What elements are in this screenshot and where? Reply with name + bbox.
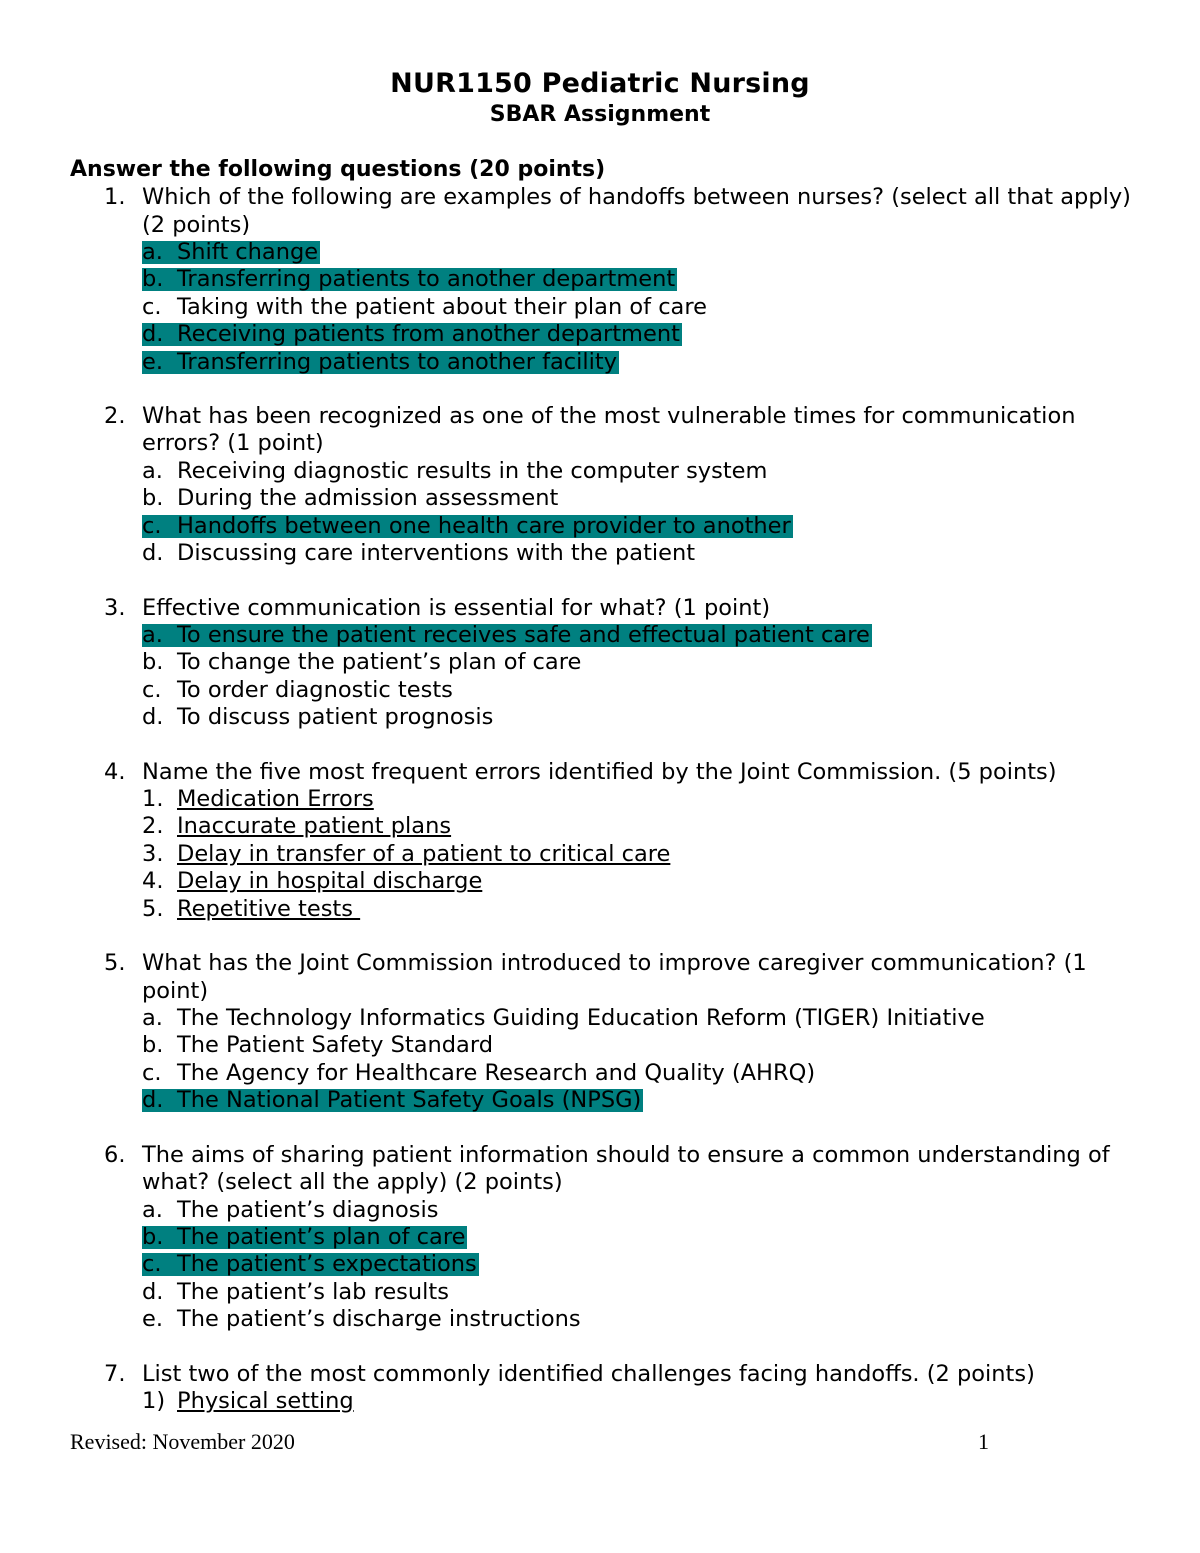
- option-text: Discussing care interventions with the patient: [177, 540, 696, 567]
- question-number: 7.: [104, 1360, 126, 1387]
- option-letter: d.: [142, 540, 164, 567]
- answer: [142, 1060, 815, 1086]
- option-letter: b.: [142, 1032, 164, 1059]
- question-text: [0, 595, 1132, 623]
- question-prompt: What has the Joint Commission introduced to improve caregiver communication? (1 point): [142, 950, 1087, 1004]
- answer-option: [0, 458, 1200, 485]
- question-3: [0, 595, 1200, 732]
- option-letter: a.: [142, 239, 163, 265]
- option-letter: d.: [142, 321, 164, 348]
- question-text: [0, 1142, 1132, 1197]
- option-letter: c.: [142, 512, 162, 539]
- footer-revised: Revised: November 2020: [70, 1429, 295, 1454]
- answer-option: [0, 1251, 1200, 1278]
- option-text: Handoffs between one health care provider to another: [177, 512, 791, 539]
- highlighted-answer: [142, 512, 793, 539]
- answer: [142, 458, 767, 484]
- answer-number: 3.: [142, 840, 164, 867]
- answer-option: [0, 649, 1200, 676]
- answer: [142, 1005, 985, 1031]
- option-letter: a.: [142, 622, 163, 649]
- option-text: To ensure the patient receives safe and effectual patient care: [177, 622, 870, 649]
- answer-option: [0, 513, 1200, 540]
- answer-option: [0, 1279, 1200, 1306]
- answer-option: [0, 266, 1200, 293]
- option-letter: a.: [142, 1196, 163, 1223]
- highlighted-answer: [142, 348, 619, 375]
- highlighted-answer: [142, 1089, 643, 1112]
- answer-option: [0, 1306, 1200, 1333]
- option-letter: e.: [142, 1306, 163, 1333]
- option-letter: a.: [142, 1005, 163, 1032]
- answer-text: Delay in hospital discharge: [177, 868, 483, 895]
- answer-number: 1): [142, 1388, 166, 1415]
- option-text: The National Patient Safety Goals (NPSG): [177, 1087, 642, 1114]
- footer-page-number: 1: [978, 1429, 989, 1454]
- question-text: [0, 1361, 1132, 1389]
- answer-text: Delay in transfer of a patient to critical care: [177, 840, 671, 867]
- question-1: [0, 184, 1200, 376]
- question-text: [0, 759, 1132, 787]
- option-text: Receiving patients from another department: [177, 321, 680, 348]
- answer-option: [0, 485, 1200, 512]
- option-text: The patient’s diagnosis: [177, 1196, 439, 1223]
- question-prompt: Effective communication is essential for what? (1 point): [142, 594, 771, 621]
- answer: [142, 677, 453, 703]
- answer-option: [0, 1224, 1200, 1251]
- written-answer: [0, 896, 1200, 923]
- answer: [142, 1279, 449, 1305]
- option-letter: c.: [142, 1251, 162, 1278]
- option-letter: d.: [142, 1087, 164, 1114]
- question-text: [0, 403, 1132, 458]
- option-text: During the admission assessment: [177, 485, 559, 512]
- answer: [142, 649, 581, 675]
- question-prompt: The aims of sharing patient information should to ensure a common understanding of what? (select all the apply) (2 points): [142, 1141, 1110, 1196]
- option-text: Transferring patients to another department: [177, 266, 676, 293]
- written-answer: [0, 841, 1200, 868]
- question-prompt: Which of the following are examples of handoffs between nurses? (select all that apply) (2 points): [142, 184, 1131, 238]
- question-7: [0, 1361, 1200, 1416]
- document-title: NUR1150 Pediatric Nursing: [390, 68, 810, 99]
- answer: [142, 485, 558, 511]
- answer-option: [0, 622, 1200, 649]
- option-letter: b.: [142, 649, 164, 676]
- option-text: The Patient Safety Standard: [177, 1032, 493, 1059]
- option-text: The patient’s plan of care: [177, 1223, 466, 1250]
- answer-option: [0, 1197, 1200, 1224]
- question-prompt: List two of the most commonly identified challenges facing handoffs. (2 points): [142, 1360, 1035, 1387]
- answer-number: 5.: [142, 895, 164, 922]
- option-letter: c.: [142, 293, 162, 320]
- option-letter: b.: [142, 485, 164, 512]
- answer-option: [0, 1005, 1200, 1032]
- answer-option: [0, 239, 1200, 266]
- answer-option: [0, 294, 1200, 321]
- answer-option: [0, 540, 1200, 567]
- option-text: To order diagnostic tests: [177, 676, 453, 703]
- question-number: 5.: [104, 950, 126, 977]
- option-letter: c.: [142, 1059, 162, 1086]
- option-text: The patient’s discharge instructions: [177, 1306, 581, 1333]
- answer-option: [0, 677, 1200, 704]
- question-list: [0, 184, 1200, 1442]
- option-letter: d.: [142, 1278, 164, 1305]
- option-text: The patient’s expectations: [177, 1251, 477, 1278]
- option-text: Taking with the patient about their plan of care: [177, 293, 707, 320]
- answer-number: 1.: [142, 786, 164, 813]
- question-number: 6.: [104, 1141, 126, 1168]
- option-letter: b.: [142, 1223, 164, 1250]
- section-heading: Answer the following questions (20 points): [70, 157, 606, 182]
- highlighted-answer: [142, 268, 677, 291]
- question-prompt: Name the five most frequent errors identified by the Joint Commission. (5 points): [142, 758, 1057, 785]
- highlighted-answer: [142, 1223, 467, 1250]
- question-number: 2.: [104, 402, 126, 429]
- answer-option: [0, 1060, 1200, 1087]
- answer-number: 2.: [142, 813, 164, 840]
- question-number: 1.: [104, 184, 126, 210]
- answer-option: [0, 321, 1200, 348]
- option-text: The patient’s lab results: [177, 1278, 449, 1305]
- highlighted-answer: [142, 624, 872, 647]
- answer-option: [0, 1032, 1200, 1059]
- highlighted-answer: [142, 323, 682, 346]
- answer-text: Physical setting: [177, 1388, 354, 1415]
- question-2: [0, 403, 1200, 568]
- option-letter: e.: [142, 348, 163, 375]
- answer-number: 4.: [142, 868, 164, 895]
- option-text: Transferring patients to another facility: [177, 348, 618, 375]
- document-subtitle: SBAR Assignment: [489, 102, 711, 127]
- answer-text: Inaccurate patient plans: [177, 813, 452, 840]
- question-number: 3.: [104, 594, 126, 621]
- question-number: 4.: [104, 758, 126, 785]
- option-text: Shift change: [177, 239, 319, 265]
- question-prompt: What has been recognized as one of the most vulnerable times for communication errors? (1 point): [142, 402, 1076, 457]
- answer: [142, 1306, 581, 1332]
- answer-option: [0, 704, 1200, 731]
- question-text: [0, 184, 1132, 239]
- question-4: [0, 759, 1200, 923]
- written-answer: [0, 1388, 1200, 1415]
- highlighted-answer: [142, 241, 320, 264]
- option-text: The Agency for Healthcare Research and Quality (AHRQ): [177, 1059, 816, 1086]
- answer-text: Repetitive tests: [177, 895, 361, 922]
- answer: [142, 1032, 493, 1058]
- answer-option: [0, 1087, 1200, 1114]
- answer-option: [0, 349, 1200, 376]
- answer: [142, 1197, 438, 1223]
- option-text: Receiving diagnostic results in the computer system: [177, 457, 768, 484]
- answer-text: Medication Errors: [177, 786, 374, 813]
- written-answer: [0, 813, 1200, 840]
- answer: [142, 540, 695, 566]
- answer: [142, 704, 493, 730]
- option-letter: b.: [142, 266, 164, 293]
- highlighted-answer: [142, 1253, 479, 1276]
- answer: [142, 294, 707, 320]
- option-text: The Technology Informatics Guiding Education Reform (TIGER) Initiative: [177, 1005, 985, 1032]
- option-letter: a.: [142, 457, 163, 484]
- written-answer: [0, 868, 1200, 895]
- question-5: [0, 950, 1200, 1115]
- option-text: To discuss patient prognosis: [177, 704, 494, 731]
- question-6: [0, 1142, 1200, 1334]
- written-answer: [0, 786, 1200, 813]
- option-letter: d.: [142, 704, 164, 731]
- question-text: [0, 950, 1132, 1005]
- option-letter: c.: [142, 676, 162, 703]
- option-text: To change the patient’s plan of care: [177, 649, 582, 676]
